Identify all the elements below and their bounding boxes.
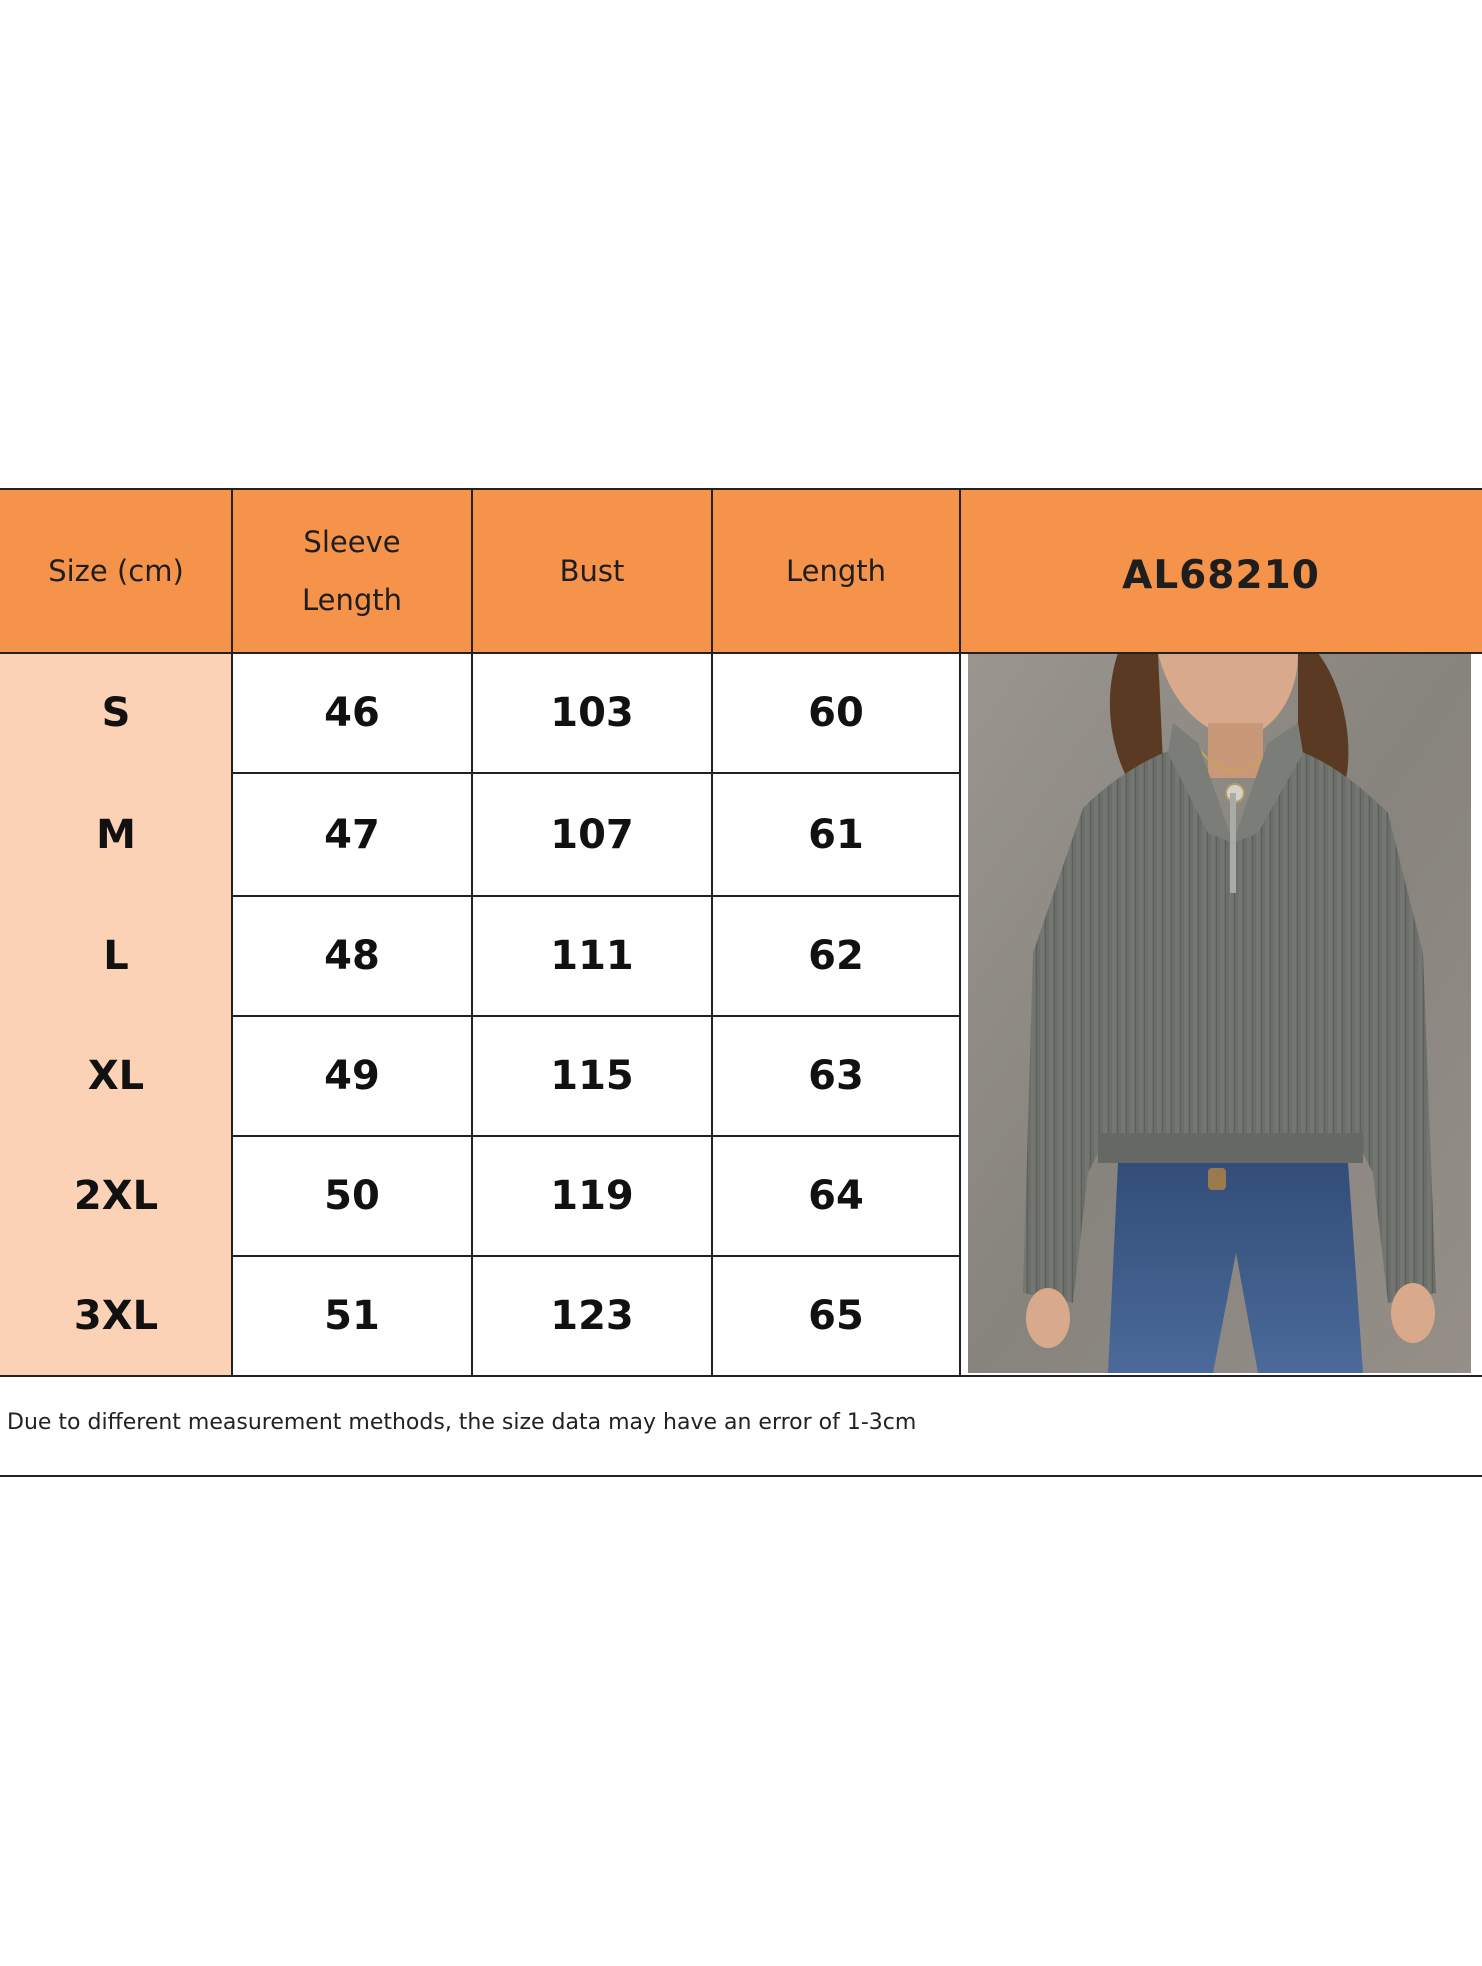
- length-value: [712, 1016, 960, 1136]
- grid-line: [232, 895, 960, 897]
- grid-line: [0, 1375, 1482, 1377]
- sleeve-length-value: [232, 1136, 472, 1256]
- header-sleeve-line1: Sleeve: [303, 524, 401, 559]
- sleeve-length-value: [232, 1256, 472, 1376]
- product-photo: [968, 653, 1471, 1373]
- length-text: 60: [808, 690, 864, 736]
- size-label: M: [96, 811, 136, 858]
- sleeve-length-text: 49: [324, 1053, 380, 1099]
- length-value: [712, 773, 960, 896]
- header-size: [0, 488, 232, 653]
- sleeve-length-value: [232, 1016, 472, 1136]
- sleeve-length-text: 50: [324, 1173, 380, 1219]
- table-row-size: [0, 773, 232, 896]
- sleeve-length-text: 48: [324, 933, 380, 979]
- length-value: [712, 653, 960, 773]
- length-value: [712, 896, 960, 1016]
- header-bust: [472, 488, 712, 653]
- product-code: AL68210: [1122, 552, 1320, 598]
- grid-line: [471, 488, 473, 1376]
- bust-text: 111: [550, 933, 634, 979]
- bust-value: [472, 1256, 712, 1376]
- bust-text: 103: [550, 690, 634, 736]
- grid-line: [231, 488, 233, 1376]
- grid-line: [232, 1015, 960, 1017]
- bust-value: [472, 1016, 712, 1136]
- length-text: 63: [808, 1053, 864, 1099]
- sleeve-length-value: [232, 773, 472, 896]
- bust-text: 115: [550, 1053, 634, 1099]
- header-size-label: Size (cm): [48, 553, 184, 588]
- bust-value: [472, 773, 712, 896]
- grid-line: [959, 488, 961, 1376]
- table-row-size: [0, 1136, 232, 1256]
- measurement-note: Due to different measurement methods, the size data may have an error of 1-3cm: [7, 1410, 917, 1435]
- bust-value: [472, 653, 712, 773]
- length-text: 62: [808, 933, 864, 979]
- length-text: 64: [808, 1173, 864, 1219]
- size-label: 2XL: [73, 1173, 159, 1219]
- table-row-size: [0, 1256, 232, 1376]
- table-row-size: [0, 896, 232, 1016]
- table-row-size: [0, 1016, 232, 1136]
- grid-line: [0, 488, 1482, 490]
- length-text: 61: [808, 811, 864, 858]
- size-label: XL: [87, 1053, 145, 1099]
- bust-text: 107: [550, 811, 634, 858]
- bust-value: [472, 1136, 712, 1256]
- sleeve-length-text: 51: [324, 1293, 380, 1339]
- header-length: [712, 488, 960, 653]
- grid-line: [711, 488, 713, 1376]
- grid-line: [232, 1135, 960, 1137]
- sleeve-length-text: 47: [324, 811, 380, 858]
- size-label: 3XL: [73, 1293, 159, 1339]
- sleeve-length-value: [232, 896, 472, 1016]
- bust-text: 119: [550, 1173, 634, 1219]
- size-chart: [0, 488, 1482, 1478]
- table-row-size: [0, 653, 232, 773]
- sleeve-length-value: [232, 653, 472, 773]
- header-length-label: Length: [785, 553, 887, 588]
- grid-line: [232, 1255, 960, 1257]
- header-bust-label: Bust: [559, 553, 625, 588]
- length-text: 65: [808, 1293, 864, 1339]
- size-label: S: [101, 690, 131, 736]
- model-sweater-illustration: [968, 653, 1471, 1373]
- length-value: [712, 1256, 960, 1376]
- header-sleeve-length: [232, 488, 472, 653]
- grid-line: [0, 1475, 1482, 1477]
- header-product-code: [960, 488, 1482, 653]
- grid-line: [232, 772, 960, 774]
- grid-line: [0, 652, 1482, 654]
- sleeve-length-text: 46: [324, 690, 380, 736]
- header-sleeve-line2: Length: [301, 582, 403, 617]
- length-value: [712, 1136, 960, 1256]
- bust-text: 123: [550, 1293, 634, 1339]
- bust-value: [472, 896, 712, 1016]
- size-label: L: [103, 933, 129, 979]
